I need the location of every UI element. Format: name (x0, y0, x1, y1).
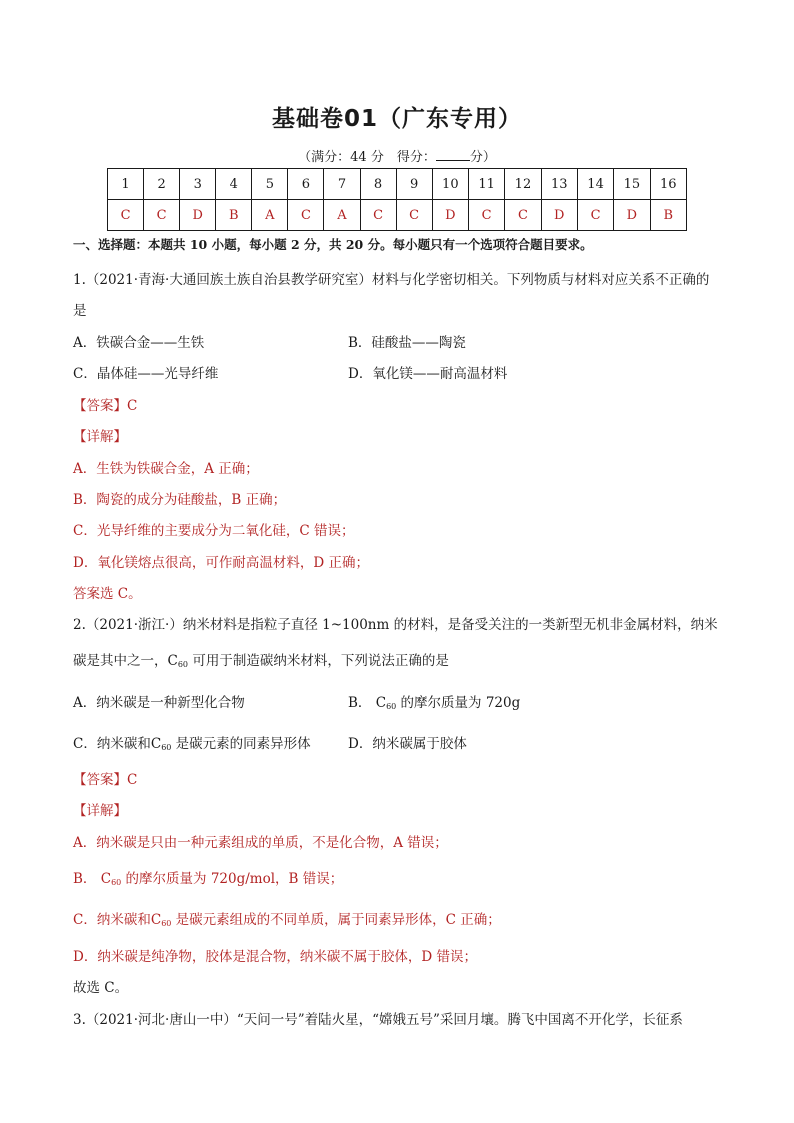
q2-stem-text-a: 碳是其中之一，C (73, 653, 178, 669)
q2-option-c-text-a: C．纳米碳和 (73, 736, 151, 752)
q2-explanation-c-carbon: C (150, 912, 162, 928)
q1-option-c: C．晶体硅——光导纤维 (73, 366, 219, 382)
q1-explanation-b: B．陶瓷的成分为硅酸盐，B 正确； (73, 492, 287, 508)
question-number-cell: 4 (216, 169, 252, 200)
answer-cell: D (614, 200, 650, 231)
answer-table-answers-row (108, 200, 687, 231)
q2-explanation-c-subscript: 60 (161, 919, 172, 928)
q2-conclusion: 故选 C。 (73, 980, 129, 996)
q2-stem-line1: 2.（2021·浙江·）纳米材料是指粒子直径 1~100nm 的材料，是备受关注的一类新型无机非金属材料，纳米 (73, 617, 718, 633)
question-number-cell: 16 (650, 169, 686, 200)
q2-detail-heading: 【详解】 (73, 803, 127, 819)
q2-explanation-c-text-a: C．纳米碳和 (73, 912, 151, 928)
answer-cell: B (650, 200, 686, 231)
answer-cell: D (180, 200, 216, 231)
answer-table-numbers-row (108, 169, 687, 200)
score-blank (436, 147, 470, 161)
question-number-cell: 5 (252, 169, 288, 200)
q2-option-b-subscript: 60 (386, 702, 397, 711)
q2-explanation-c-text-b: 是碳元素组成的不同单质，属于同素异形体，C 正确； (175, 912, 501, 928)
q1-option-d: D．氧化镁——耐高温材料 (348, 366, 508, 382)
q2-explanation-b-letter: B． (73, 871, 97, 887)
q1-explanation-d: D．氧化镁熔点很高，可作耐高温材料，D 正确； (73, 555, 369, 571)
q1-option-b: B．硅酸盐——陶瓷 (348, 335, 466, 351)
q2-option-c (73, 732, 311, 752)
q2-option-c-subscript: 60 (161, 743, 172, 752)
q2-explanation-c (73, 908, 501, 928)
question-number-cell: 15 (614, 169, 650, 200)
score-line (0, 146, 794, 165)
q2-explanation-b-subscript: 60 (111, 878, 122, 887)
answer-cell: C (396, 200, 432, 231)
q1-explanation-a: A．生铁为铁碳合金，A 正确； (73, 461, 259, 477)
section-heading: 一、选择题：本题共 10 小题，每小题 2 分，共 20 分。每小题只有一个选项符合题目要求。 (73, 237, 593, 252)
answer-cell: A (252, 200, 288, 231)
q1-conclusion: 答案选 C。 (73, 586, 142, 602)
q2-explanation-b (73, 867, 343, 887)
answer-cell: C (577, 200, 613, 231)
answer-cell: C (288, 200, 324, 231)
answer-cell: C (144, 200, 180, 231)
question-number-cell: 1 (108, 169, 144, 200)
q2-option-d: D．纳米碳属于胶体 (348, 736, 467, 752)
q1-explanation-c: C．光导纤维的主要成分为二氧化硅，C 错误； (73, 523, 355, 539)
q2-option-b-letter: B． (348, 695, 372, 711)
page-title: 基础卷01（广东专用） (271, 106, 522, 132)
q2-explanation-b-text: 的摩尔质量为 720g/mol，B 错误； (125, 871, 344, 887)
score-full-text: （满分：44 分 得分： (298, 150, 436, 165)
answer-cell: C (108, 200, 144, 231)
answer-table (107, 168, 687, 231)
score-end-text: 分） (469, 150, 496, 165)
q2-explanation-a: A．纳米碳是只由一种元素组成的单质，不是化合物，A 错误； (73, 835, 448, 851)
answer-cell: A (324, 200, 360, 231)
q2-stem-subscript: 60 (177, 660, 189, 669)
q2-explanation-b-carbon: C (100, 871, 112, 887)
question-number-cell: 7 (324, 169, 360, 200)
q2-option-b (348, 691, 520, 711)
answer-cell: D (541, 200, 577, 231)
answer-cell: C (468, 200, 504, 231)
q1-stem-line2: 是 (73, 303, 87, 319)
q2-option-b-carbon: C (375, 695, 387, 711)
question-number-cell: 3 (180, 169, 216, 200)
q2-stem-line2 (73, 649, 449, 669)
q2-option-a: A．纳米碳是一种新型化合物 (73, 695, 245, 711)
question-number-cell: 9 (396, 169, 432, 200)
answer-cell: C (505, 200, 541, 231)
q2-answer: 【答案】C (73, 772, 138, 788)
q1-detail-heading: 【详解】 (73, 429, 127, 445)
answer-cell: C (360, 200, 396, 231)
answer-cell: B (216, 200, 252, 231)
q2-option-c-text-b: 是碳元素的同素异形体 (175, 736, 311, 752)
q3-stem-line1: 3.（2021·河北·唐山一中）“天问一号”着陆火星，“嫦娥五号”采回月壤。腾飞中国离不开化学，长征系 (73, 1012, 683, 1028)
q2-option-c-carbon: C (150, 736, 162, 752)
q1-option-a: A．铁碳合金——生铁 (73, 335, 205, 351)
question-number-cell: 11 (468, 169, 504, 200)
question-number-cell: 10 (432, 169, 468, 200)
question-number-cell: 2 (144, 169, 180, 200)
question-number-cell: 13 (541, 169, 577, 200)
q2-explanation-d: D．纳米碳是纯净物，胶体是混合物，纳米碳不属于胶体，D 错误； (73, 949, 477, 965)
q1-answer: 【答案】C (73, 398, 138, 414)
q2-stem-text-b: 可用于制造碳纳米材料，下列说法正确的是 (192, 653, 449, 669)
question-number-cell: 14 (577, 169, 613, 200)
q1-stem-line1: 1.（2021·青海·大通回族土族自治县教学研究室）材料与化学密切相关。下列物质与材料对应关系不正确的 (73, 272, 710, 288)
answer-cell: D (432, 200, 468, 231)
question-number-cell: 8 (360, 169, 396, 200)
question-number-cell: 12 (505, 169, 541, 200)
question-number-cell: 6 (288, 169, 324, 200)
q2-option-b-text: 的摩尔质量为 720g (400, 695, 521, 711)
